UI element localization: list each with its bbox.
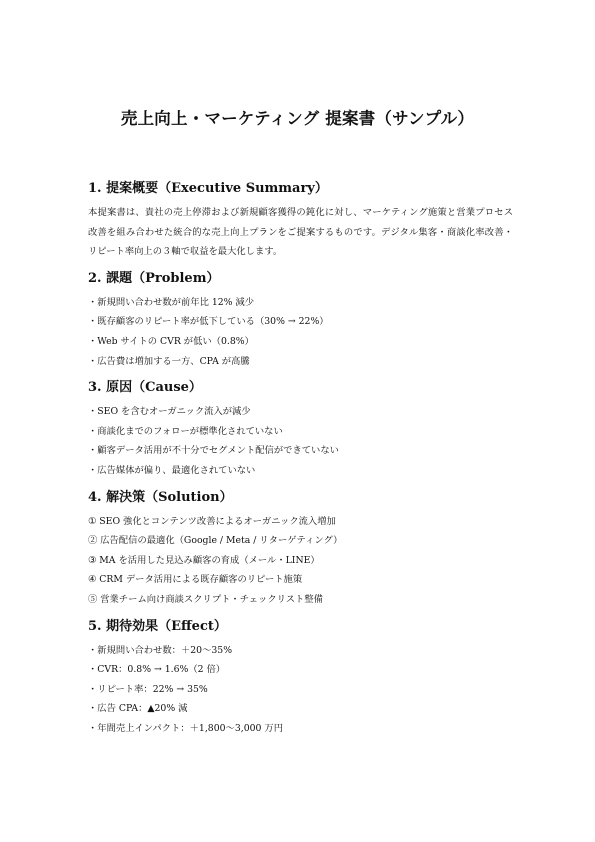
document-title: 売上向上・マーケティング 提案書（サンプル） — [120, 109, 475, 128]
list-item: ・CVR：0.8% → 1.6%（2 倍） — [88, 664, 226, 676]
list-item: ・リピート率：22% → 35% — [88, 683, 208, 695]
list-item: ① SEO 強化とコンテンツ改善によるオーガニック流入増加 — [88, 515, 336, 527]
section-problem — [88, 270, 513, 371]
list-item: ・新規問い合わせ数が前年比 12% 減少 — [88, 296, 255, 308]
effect-list — [88, 641, 513, 739]
list-item: ・新規問い合わせ数：＋20～35% — [88, 644, 233, 656]
solution-list — [88, 512, 513, 610]
section-heading: 1. 提案概要（Executive Summary） — [88, 181, 328, 196]
list-item: ・既存顧客のリピート率が低下している（30% → 22%） — [88, 316, 329, 328]
section-cause — [88, 379, 513, 480]
section-heading: 4. 解決策（Solution） — [88, 489, 233, 505]
section-effect — [88, 618, 513, 739]
list-item: ・広告 CPA：▲20% 減 — [88, 703, 188, 715]
list-item: ・広告媒体が偏り、最適化されていない — [88, 464, 256, 476]
list-item: ・SEO を含むオーガニック流入が減少 — [88, 406, 251, 418]
section-heading: 2. 課題（Problem） — [88, 270, 220, 286]
document-body — [88, 180, 513, 746]
section-executive-summary — [88, 180, 513, 262]
list-item: ・商談化までのフォローが標準化されていない — [88, 425, 283, 437]
list-item: ④ CRM データ活用による既存顧客のリピート施策 — [88, 574, 303, 586]
section-paragraph: 本提案書は、貴社の売上停滞および新規顧客獲得の鈍化に対し、マーケティング施策と営業プロセス改善を組み合わせた統合的な売上向上プランをご提案するものです。デジタル集客・商談化率改善・リピート率向上の３軸で収益を最大化します。 — [88, 207, 513, 258]
list-item: ・顧客データ活用が不十分でセグメント配信ができていない — [88, 445, 339, 457]
problem-list — [88, 293, 513, 371]
list-item: ③ MA を活用した見込み顧客の育成（メール・LINE） — [88, 554, 320, 566]
list-item: ・Web サイトの CVR が低い（0.8%） — [88, 335, 254, 347]
list-item: ⑤ 営業チーム向け商談スクリプト・チェックリスト整備 — [88, 593, 323, 605]
list-item: ・年間売上インパクト：＋1,800～3,000 万円 — [88, 722, 283, 734]
section-heading: 5. 期待効果（Effect） — [88, 618, 227, 634]
list-item: ② 広告配信の最適化（Google / Meta / リターゲティング） — [88, 535, 343, 547]
section-heading: 3. 原因（Cause） — [88, 380, 202, 396]
section-solution — [88, 489, 513, 610]
cause-list — [88, 402, 513, 480]
list-item: ・広告費は増加する一方、CPA が高騰 — [88, 355, 250, 367]
